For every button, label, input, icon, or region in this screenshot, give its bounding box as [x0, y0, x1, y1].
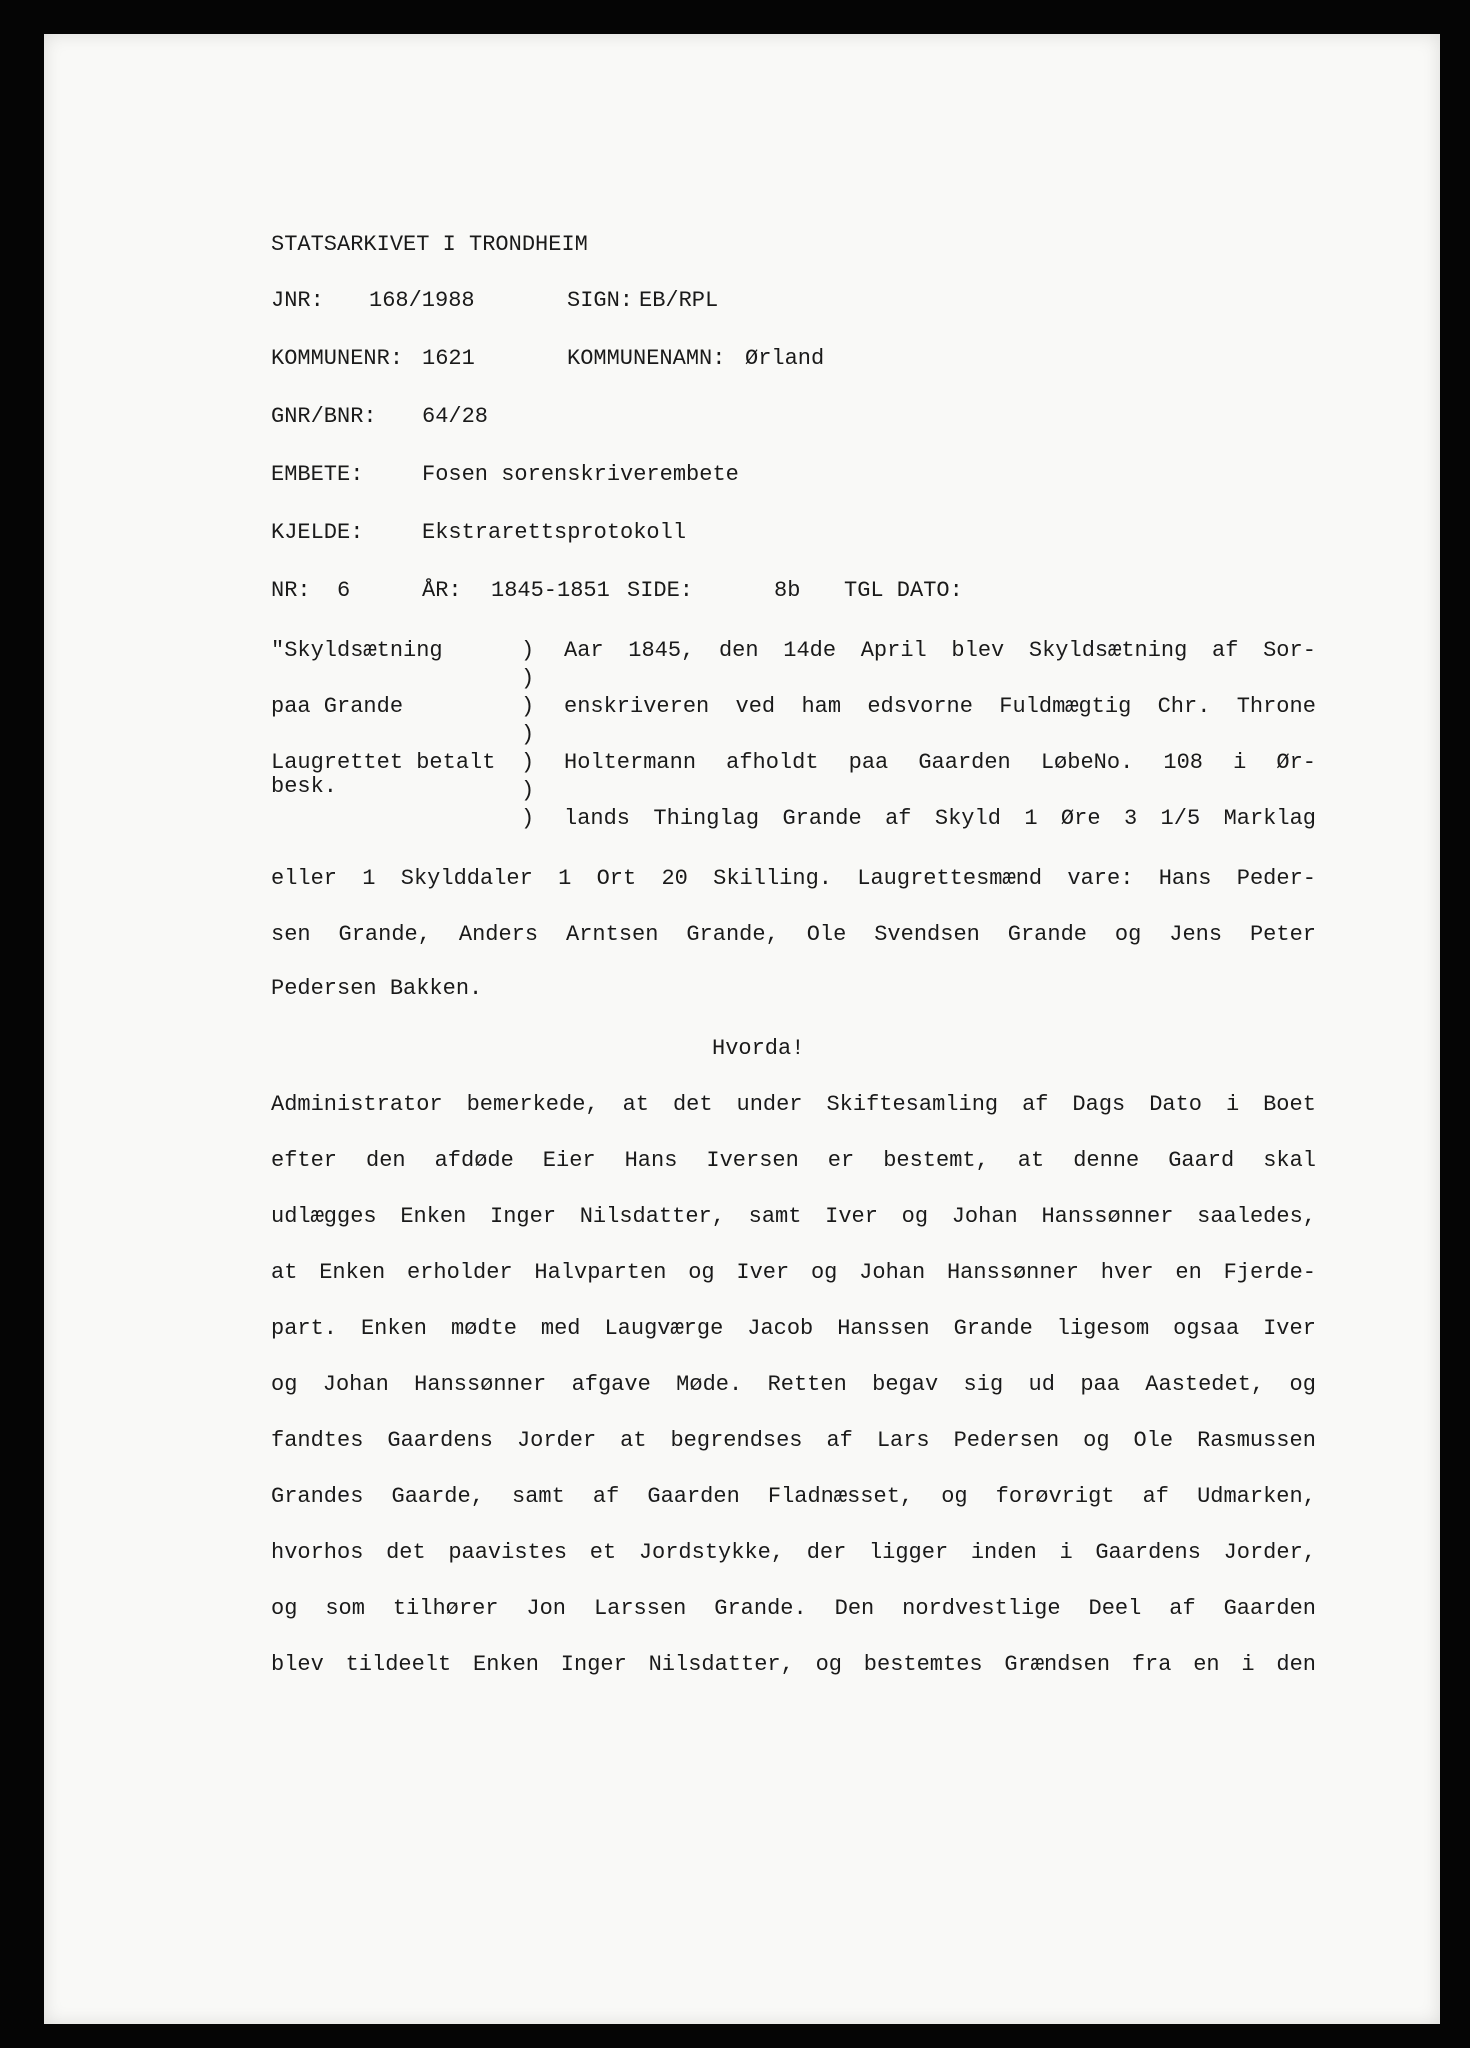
word: eller — [271, 866, 338, 891]
word: enskriveren — [564, 694, 710, 719]
word: i — [1059, 1540, 1073, 1565]
word: den — [718, 638, 759, 663]
word: 3 — [1123, 806, 1138, 831]
word: Dags — [1072, 1092, 1126, 1117]
kommunenr-label: KOMMUNENR: — [271, 346, 404, 371]
para-line-5 — [271, 1316, 1316, 1341]
word: Hanssønner — [414, 1372, 547, 1397]
word: af — [592, 1484, 620, 1509]
margin-note-line-2: paa Grande — [271, 694, 404, 719]
word: Enken — [473, 1652, 540, 1677]
word: ligger — [868, 1540, 949, 1565]
word: Iver — [1263, 1316, 1316, 1341]
word: Grande, — [338, 922, 431, 947]
word: Peter — [1249, 922, 1316, 947]
word: fandtes — [271, 1428, 364, 1453]
side-line-2 — [564, 694, 1316, 719]
kommunenr-value: 1621 — [422, 346, 475, 371]
word: Udmarken, — [1197, 1484, 1316, 1509]
word: paavistes — [448, 1540, 568, 1565]
word: Johan — [951, 1204, 1018, 1229]
word: Holtermann — [564, 750, 697, 775]
word: Grændsen — [1004, 1652, 1111, 1677]
kommunenamn-value: Ørland — [745, 346, 825, 371]
word: af — [885, 806, 912, 831]
word: en — [1175, 1260, 1202, 1285]
paren-mark: ) — [521, 694, 535, 719]
word: Ort — [596, 866, 637, 891]
word: Hanssønner — [946, 1260, 1079, 1285]
word: Fladnæsset, — [767, 1484, 914, 1509]
word: Skylddaler — [400, 866, 533, 891]
word: Skyld — [934, 806, 1001, 831]
word: Fjerde- — [1223, 1260, 1316, 1285]
word: Anders — [458, 922, 539, 947]
word: afgave — [571, 1372, 651, 1397]
word: ogsaa — [1173, 1316, 1240, 1341]
word: at — [622, 1092, 649, 1117]
word: at — [1017, 1148, 1045, 1173]
word: af — [1169, 1596, 1196, 1621]
word: og — [1114, 922, 1142, 947]
word: Fuldmægtig — [999, 694, 1132, 719]
word: Inger — [490, 1204, 557, 1229]
embete-value: Fosen sorenskriverembete — [422, 462, 739, 487]
side-label: SIDE: — [627, 578, 694, 603]
word: Jorder, — [1223, 1540, 1316, 1565]
para-line-8 — [271, 1484, 1316, 1509]
word: af — [1022, 1092, 1049, 1117]
word: Pedersen — [953, 1428, 1060, 1453]
word: blev — [271, 1652, 324, 1677]
word: Jordstykke, — [638, 1540, 785, 1565]
word: og — [810, 1260, 838, 1285]
word: Ør- — [1276, 750, 1316, 775]
word: 1845, — [628, 638, 695, 663]
word: ved — [735, 694, 776, 719]
word: er — [827, 1148, 855, 1173]
aar-label: ÅR: — [422, 578, 462, 603]
word: Hanssen — [837, 1316, 930, 1341]
word: April — [860, 638, 927, 663]
para-line-1 — [271, 1092, 1316, 1117]
para-line-7 — [271, 1428, 1316, 1453]
margin-note-line-1: "Skyldsætning — [271, 638, 443, 663]
word: den — [1276, 1652, 1316, 1677]
word: efter — [271, 1148, 338, 1173]
word: mødte — [450, 1316, 517, 1341]
word: inden — [970, 1540, 1037, 1565]
word: Deel — [1088, 1596, 1142, 1621]
word: skal — [1263, 1148, 1316, 1173]
kjelde-label: KJELDE: — [271, 520, 364, 545]
word: Thinglag — [653, 806, 760, 831]
word: af — [1212, 638, 1239, 663]
word: Peder- — [1236, 866, 1316, 891]
aar-value: 1845-1851 — [491, 578, 610, 603]
word: Inger — [560, 1652, 627, 1677]
word: Gaarden — [918, 750, 1011, 775]
word: hver — [1100, 1260, 1154, 1285]
word: i — [1233, 750, 1247, 775]
word: Gaarden — [647, 1484, 740, 1509]
word: Eier — [542, 1148, 596, 1173]
word: Lars — [876, 1428, 930, 1453]
word: som — [325, 1596, 365, 1621]
word: Enken — [319, 1260, 386, 1285]
word: ud — [1028, 1372, 1055, 1397]
paren-mark: ) — [521, 778, 535, 803]
word: sig — [963, 1372, 1004, 1397]
tgl-dato-label: TGL DATO: — [844, 578, 963, 603]
paren-mark: ) — [521, 750, 535, 775]
sign-value: EB/RPL — [639, 288, 719, 313]
jnr-label: JNR: — [271, 288, 324, 313]
word: LøbeNo. — [1040, 750, 1134, 775]
word: det — [386, 1540, 426, 1565]
body-line-1 — [271, 866, 1316, 891]
word: det — [672, 1092, 713, 1117]
body-line-2 — [271, 922, 1316, 947]
word: hvorhos — [271, 1540, 364, 1565]
paren-mark: ) — [521, 666, 535, 691]
word: Johan — [322, 1372, 389, 1397]
word: udlægges — [271, 1204, 377, 1229]
side-line-1 — [564, 638, 1316, 663]
word: Johan — [859, 1260, 926, 1285]
word: bemerkede, — [466, 1092, 599, 1117]
word: under — [736, 1092, 803, 1117]
word: begrendses — [670, 1428, 803, 1453]
word: Boet — [1263, 1092, 1316, 1117]
word: Grande, — [686, 922, 779, 947]
word: og — [1289, 1372, 1316, 1397]
word: Aar — [564, 638, 604, 663]
word: Halvparten — [534, 1260, 667, 1285]
margin-note-line-3: Laugrettet betalt — [271, 750, 496, 775]
word: i — [1225, 1092, 1240, 1117]
word: Enken — [360, 1316, 427, 1341]
word: og — [901, 1204, 929, 1229]
word: ham — [801, 694, 842, 719]
word: Jacob — [747, 1316, 814, 1341]
word: og — [815, 1652, 843, 1677]
word: 108 — [1163, 750, 1203, 775]
margin-note-line-4: besk. — [271, 774, 338, 799]
word: saaledes, — [1197, 1204, 1316, 1229]
word: samt — [512, 1484, 565, 1509]
word: Iver — [736, 1260, 790, 1285]
kommunenamn-label: KOMMUNENAMN: — [567, 346, 726, 371]
word: Laugværge — [604, 1316, 724, 1341]
word: Dato — [1149, 1092, 1202, 1117]
para-line-4 — [271, 1260, 1316, 1285]
word: Jens — [1169, 922, 1223, 947]
jnr-value: 168/1988 — [369, 288, 475, 313]
word: Gaarden — [1223, 1596, 1316, 1621]
word: og — [271, 1596, 298, 1621]
word: Den — [834, 1596, 875, 1621]
word: bestemtes — [863, 1652, 983, 1677]
word: Svendsen — [874, 922, 980, 947]
word: Laugrettesmænd — [857, 866, 1043, 891]
word: Iver — [825, 1204, 878, 1229]
para-line-3 — [271, 1204, 1316, 1229]
word: Hans — [1158, 866, 1212, 891]
word: 20 — [661, 866, 688, 891]
word: og — [688, 1260, 715, 1285]
paren-mark: ) — [521, 638, 535, 663]
word: afdøde — [434, 1148, 514, 1173]
document-page — [44, 34, 1440, 2024]
word: Chr. — [1157, 694, 1211, 719]
word: Gaard — [1168, 1148, 1235, 1173]
word: Møde. — [676, 1372, 743, 1397]
document-text — [44, 34, 1440, 2024]
word: nordvestlige — [902, 1596, 1061, 1621]
word: Skilling. — [713, 866, 832, 891]
word: Iversen — [706, 1148, 799, 1173]
word: Hans — [624, 1148, 678, 1173]
word: Arntsen — [566, 922, 659, 947]
nr-label: NR: — [271, 578, 311, 603]
paren-mark: ) — [521, 806, 535, 831]
word: tildeelt — [345, 1652, 452, 1677]
word: og — [941, 1484, 968, 1509]
body-line-3: Pedersen Bakken. — [271, 976, 483, 1001]
word: Nilsdatter, — [648, 1652, 794, 1677]
word: Gaardens — [387, 1428, 493, 1453]
word: Rasmussen — [1197, 1428, 1316, 1453]
word: Gaardens — [1095, 1540, 1201, 1565]
word: sen — [271, 922, 311, 947]
side-line-3 — [564, 750, 1316, 775]
word: en — [1193, 1652, 1220, 1677]
word: at — [271, 1260, 298, 1285]
word: tilhører — [392, 1596, 499, 1621]
word: blev — [951, 638, 1005, 663]
word: vare: — [1067, 866, 1134, 891]
paren-mark: ) — [521, 722, 535, 747]
gnr-value: 64/28 — [422, 404, 489, 429]
para-line-2 — [271, 1148, 1316, 1173]
word: et — [589, 1540, 617, 1565]
para-line-6 — [271, 1372, 1316, 1397]
word: Administrator — [271, 1092, 443, 1117]
nr-value: 6 — [337, 578, 351, 603]
word: paa — [848, 750, 889, 775]
word: samt — [748, 1204, 802, 1229]
word: og — [271, 1372, 298, 1397]
word: 1 — [1024, 806, 1038, 831]
archive-name: STATSARKIVET I TRONDHEIM — [271, 232, 588, 257]
para-line-11 — [271, 1652, 1316, 1677]
word: Ole — [806, 922, 847, 947]
word: Retten — [767, 1372, 847, 1397]
section-heading: Hvorda! — [712, 1036, 805, 1061]
gnr-label: GNR/BNR: — [271, 404, 377, 429]
word: 1/5 — [1160, 806, 1201, 831]
word: i — [1241, 1652, 1255, 1677]
word: forøvrigt — [995, 1484, 1115, 1509]
word: Jorder — [516, 1428, 597, 1453]
word: paa — [1080, 1372, 1120, 1397]
word: denne — [1073, 1148, 1140, 1173]
word: edsvorne — [867, 694, 973, 719]
word: Aastedet, — [1145, 1372, 1265, 1397]
word: Marklag — [1223, 806, 1316, 831]
word: Nilsdatter, — [579, 1204, 725, 1229]
word: der — [806, 1540, 847, 1565]
word: Skyldsætning — [1028, 638, 1188, 663]
word: Ole — [1133, 1428, 1174, 1453]
word: fra — [1131, 1652, 1172, 1677]
word: Skiftesamling — [826, 1092, 999, 1117]
para-line-10 — [271, 1596, 1316, 1621]
word: Jon — [526, 1596, 567, 1621]
word: af — [826, 1428, 853, 1453]
word: at — [620, 1428, 647, 1453]
word: 1 — [362, 866, 376, 891]
word: Øre — [1060, 806, 1101, 831]
word: begav — [872, 1372, 939, 1397]
word: Grande — [953, 1316, 1033, 1341]
para-line-9 — [271, 1540, 1316, 1565]
word: afholdt — [726, 750, 819, 775]
word: Gaarde, — [391, 1484, 484, 1509]
word: Grande — [782, 806, 862, 831]
word: Grande — [1007, 922, 1087, 947]
word: Grandes — [271, 1484, 364, 1509]
word: Larssen — [593, 1596, 687, 1621]
word: ligesom — [1056, 1316, 1150, 1341]
word: af — [1142, 1484, 1169, 1509]
word: 1 — [558, 866, 572, 891]
word: Grande. — [714, 1596, 807, 1621]
word: 14de — [783, 638, 837, 663]
word: med — [540, 1316, 581, 1341]
word: Hanssønner — [1041, 1204, 1174, 1229]
side-line-4 — [564, 806, 1316, 831]
word: og — [1083, 1428, 1110, 1453]
side-value: 8b — [774, 578, 801, 603]
word: Sor- — [1263, 638, 1316, 663]
sign-label: SIGN: — [567, 288, 634, 313]
word: lands — [564, 806, 631, 831]
word: part. — [271, 1316, 338, 1341]
word: bestemt, — [883, 1148, 989, 1173]
word: den — [366, 1148, 406, 1173]
word: Throne — [1236, 694, 1316, 719]
embete-label: EMBETE: — [271, 462, 364, 487]
word: Enken — [400, 1204, 467, 1229]
kjelde-value: Ekstrarettsprotokoll — [422, 520, 687, 545]
word: erholder — [406, 1260, 513, 1285]
